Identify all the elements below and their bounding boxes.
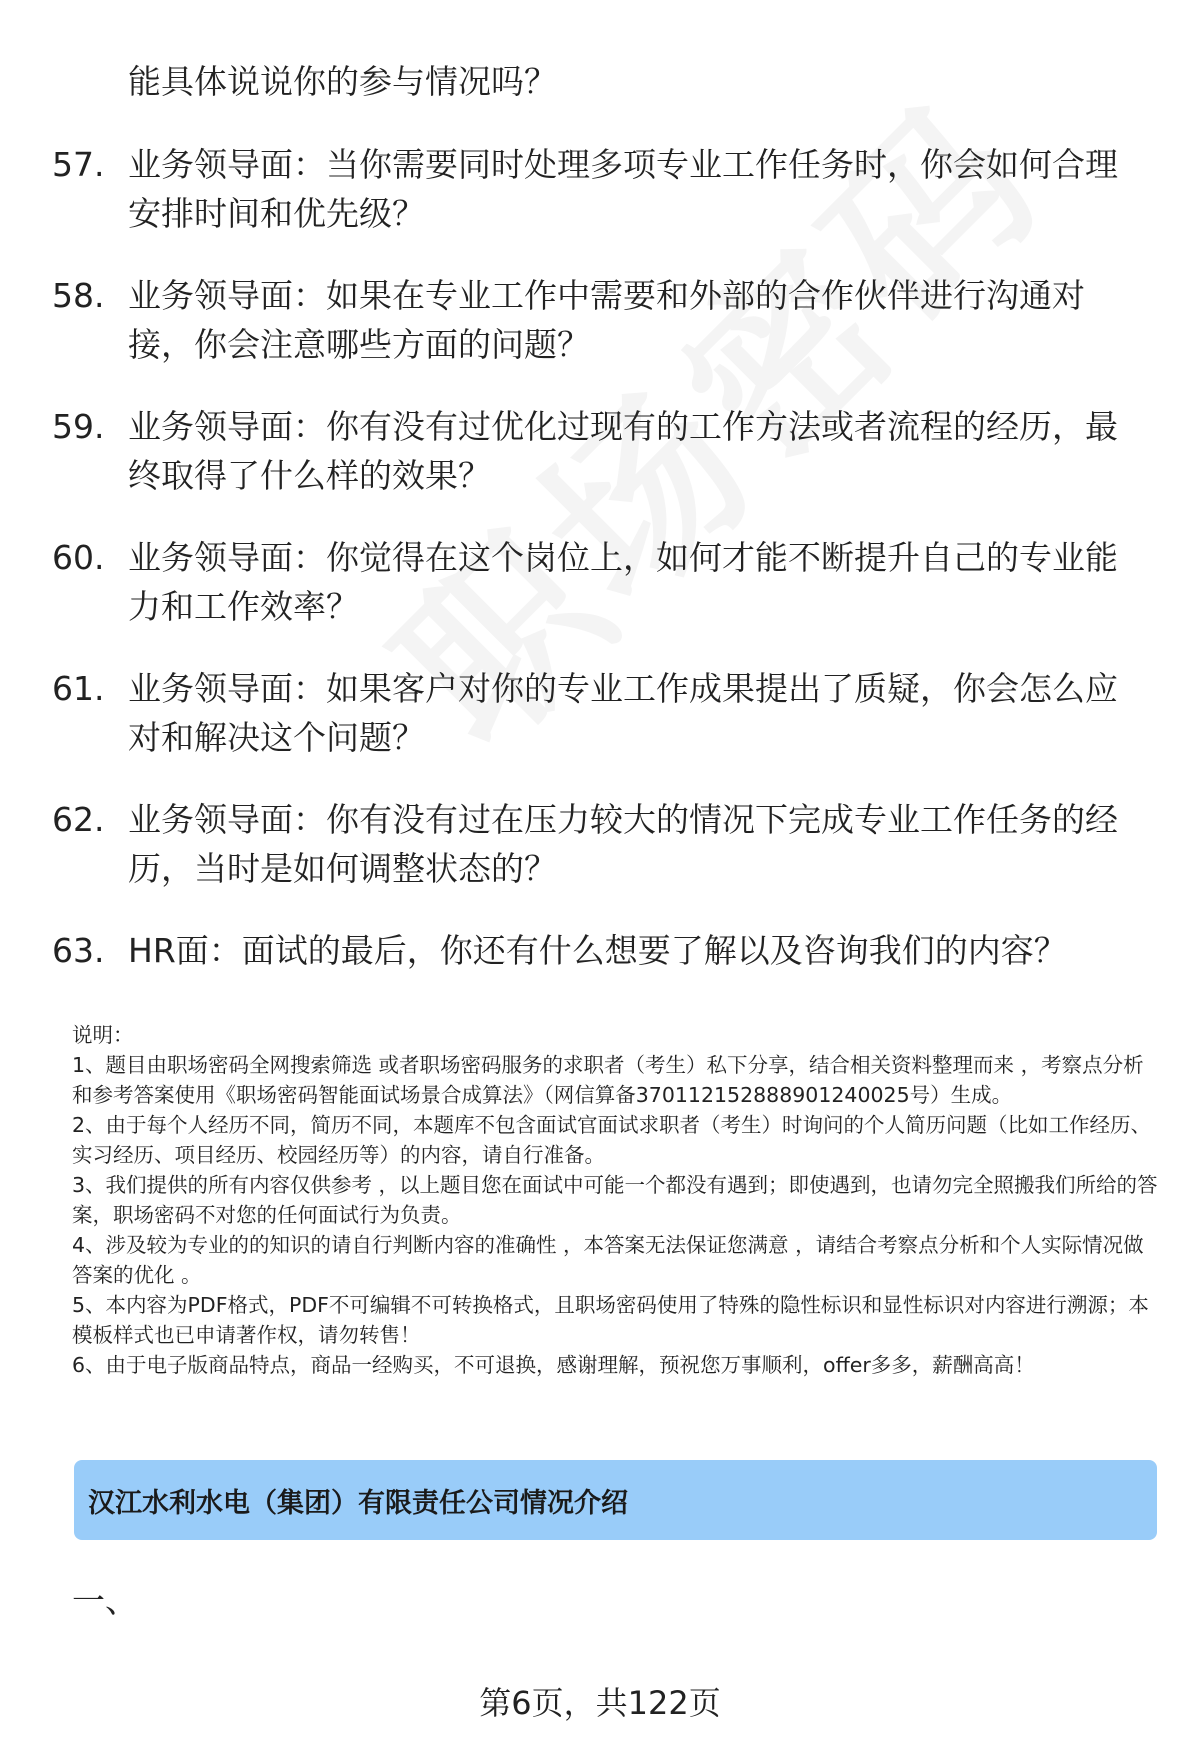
- note-item: 6、由于电子版商品特点，商品一经购买，不可退换，感谢理解，预祝您万事顺利，offer多多，薪酬高高！: [72, 1353, 1035, 1377]
- page-number: 第6页，共122页: [479, 1684, 721, 1722]
- question-text: 业务领导面：如果在专业工作中需要和外部的合作伙伴进行沟通对接，你会注意哪些方面的问题？: [128, 276, 1085, 364]
- note-item: 4、涉及较为专业的的知识的请自行判断内容的准确性 ，本答案无法保证您满意 ，请结合考察点分析和个人实际情况做答案的优化 。: [72, 1233, 1144, 1287]
- question-item: [52, 795, 1152, 893]
- question-text: 业务领导面：当你需要同时处理多项专业工作任务时，你会如何合理安排时间和优先级？: [128, 145, 1118, 233]
- question-item: [52, 271, 1152, 369]
- question-item: [52, 402, 1152, 500]
- question-item: [52, 140, 1152, 238]
- question-text: 业务领导面：你觉得在这个岗位上，如何才能不断提升自己的专业能力和工作效率？: [128, 538, 1118, 626]
- section-header: [74, 1460, 1157, 1540]
- question-number: 57.: [52, 145, 105, 184]
- section-title: 汉江水利水电（集团）有限责任公司情况介绍: [88, 1487, 628, 1519]
- question-text: 业务领导面：你有没有过在压力较大的情况下完成专业工作任务的经历，当时是如何调整状态的？: [128, 800, 1118, 888]
- question-item: [52, 926, 1152, 975]
- note-item: 5、本内容为PDF格式，PDF不可编辑不可转换格式，且职场密码使用了特殊的隐性标识和显性标识对内容进行溯源；本模板样式也已申请著作权，请勿转售！: [72, 1293, 1149, 1347]
- note-item: 3、我们提供的所有内容仅供参考 ，以上题目您在面试中可能一个都没有遇到；即使遇到，也请勿完全照搬我们所给的答案，职场密码不对您的任何面试行为负责。: [72, 1173, 1158, 1227]
- question-continuation: 能具体说说你的参与情况吗？: [128, 62, 557, 101]
- question-item: [52, 664, 1152, 762]
- question-number: 60.: [52, 538, 105, 577]
- subheading: 一、: [72, 1581, 138, 1620]
- question-text: HR面：面试的最后，你还有什么想要了解以及咨询我们的内容？: [128, 931, 1067, 970]
- note-item: 1、题目由职场密码全网搜索筛选 或者职场密码服务的求职者（考生）私下分享，结合相关资料整理而来 ，考察点分析和参考答案使用《职场密码智能面试场景合成算法》（网信算备370112152888901240025号）生成。: [72, 1053, 1144, 1107]
- question-text: 业务领导面：如果客户对你的专业工作成果提出了质疑，你会怎么应对和解决这个问题？: [128, 669, 1118, 757]
- question-number: 63.: [52, 931, 105, 970]
- question-item: [52, 533, 1152, 631]
- question-number: 61.: [52, 669, 105, 708]
- notes-heading: 说明：: [72, 1023, 134, 1047]
- note-item: 2、由于每个人经历不同，简历不同，本题库不包含面试官面试求职者（考生）时询问的个人简历问题（比如工作经历、实习经历、项目经历、校园经历等）的内容，请自行准备。: [72, 1113, 1152, 1167]
- question-number: 58.: [52, 276, 105, 315]
- question-number: 62.: [52, 800, 105, 839]
- question-text: 业务领导面：你有没有过优化过现有的工作方法或者流程的经历，最终取得了什么样的效果？: [128, 407, 1118, 495]
- question-number: 59.: [52, 407, 105, 446]
- notes-section: [72, 1020, 1160, 1380]
